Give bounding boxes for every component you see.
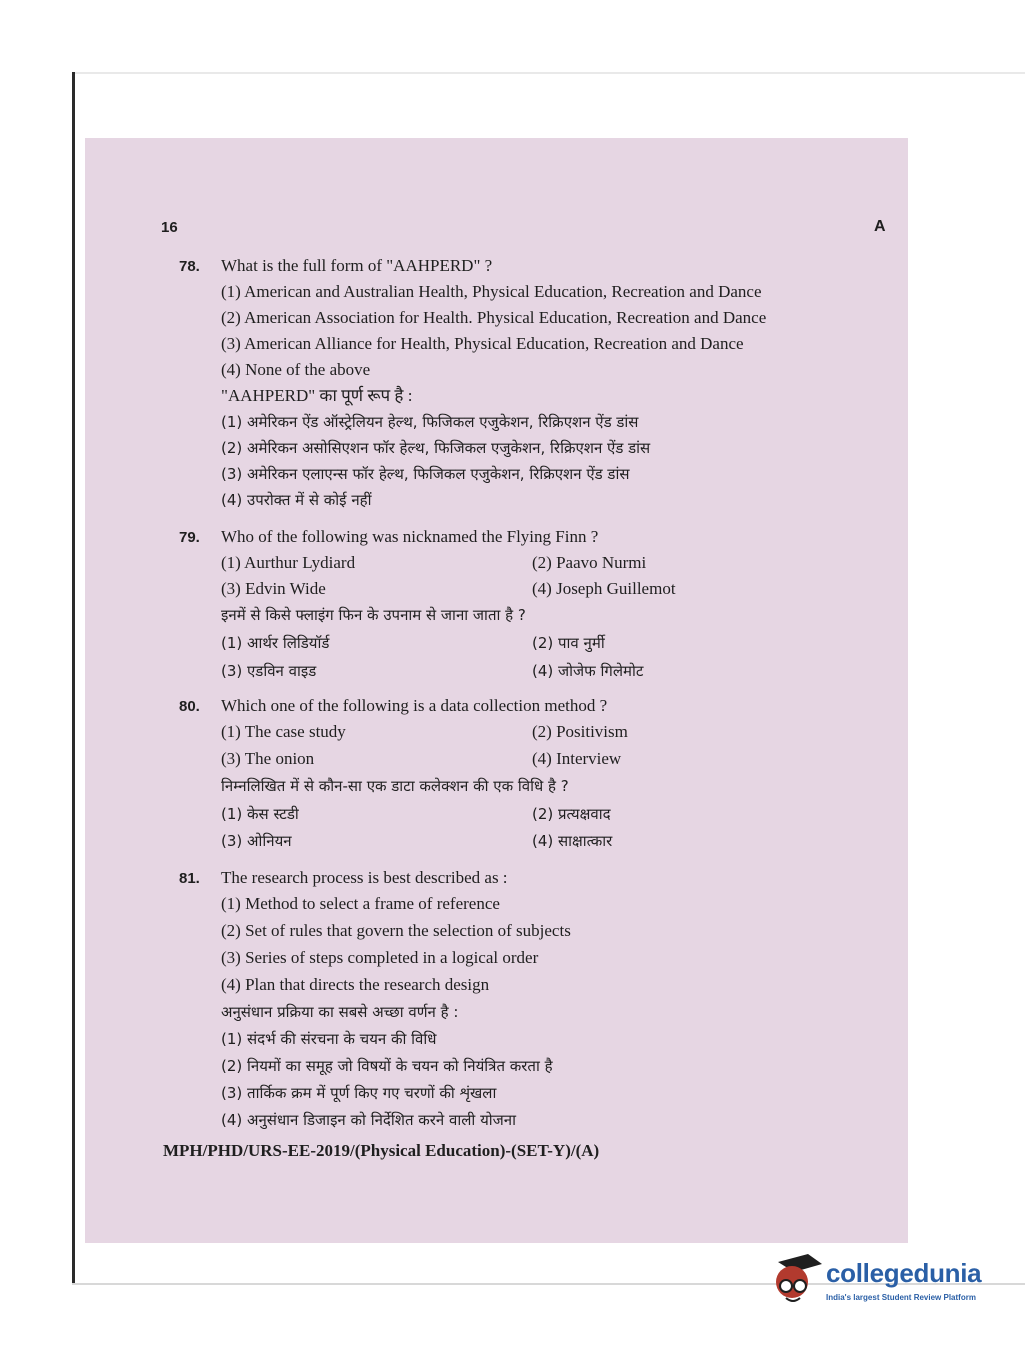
question-text-en: Which one of the following is a data collection method ? [221,696,608,715]
question-text-hi: निम्नलिखित में से कौन-सा एक डाटा कलेक्शन की एक विधि है ? [221,777,569,795]
option-en: (1) Method to select a frame of reference [221,894,500,913]
option-en: (4) Joseph Guillemot [532,579,676,598]
graduate-mascot-icon [768,1252,822,1308]
question-text-en: What is the full form of "AAHPERD" ? [221,256,493,275]
option-hi: (2) पाव नुर्मी [532,634,605,652]
question-number: 78. [179,257,200,275]
question-number: 81. [179,869,200,887]
option-hi: (2) अमेरिकन असोसिएशन फॉर हेल्थ, फिजिकल एजुकेशन, रिक्रिएशन ऐंड डांस [221,439,651,457]
option-en: (2) American Association for Health. Physical Education, Recreation and Dance [221,308,767,327]
question-text-en: The research process is best described as : [221,868,508,887]
option-en: (3) American Alliance for Health, Physical Education, Recreation and Dance [221,334,744,353]
question-text-hi: इनमें से किसे फ्लाइंग फिन के उपनाम से जाना जाता है ? [221,606,526,624]
question-81 [179,865,879,1134]
option-en: (4) None of the above [221,360,371,379]
option-hi: (2) प्रत्यक्षवाद [532,805,611,823]
question-number: 80. [179,697,200,715]
option-hi: (4) उपरोक्त में से कोई नहीं [221,491,372,509]
option-en: (3) Edvin Wide [221,579,326,598]
question-number: 79. [179,528,200,546]
question-text-hi: "AAHPERD" का पूर्ण रूप है : [221,386,413,405]
question-78 [179,253,879,513]
page-number: 16 [161,219,178,236]
option-en: (3) Series of steps completed in a logical order [221,948,539,967]
option-en: (1) American and Australian Health, Physical Education, Recreation and Dance [221,282,762,301]
option-hi: (2) नियमों का समूह जो विषयों के चयन को नियंत्रित करता है [221,1057,553,1075]
set-mark: A [874,218,886,235]
question-text-hi: अनुसंधान प्रक्रिया का सबसे अच्छा वर्णन है : [221,1003,459,1021]
option-en: (4) Interview [532,749,622,768]
question-80 [179,693,879,855]
option-en: (1) The case study [221,722,346,741]
question-text-en: Who of the following was nicknamed the Flying Finn ? [221,527,599,546]
option-en: (2) Positivism [532,722,628,741]
option-hi: (4) जोजेफ गिलेमोट [532,662,644,680]
option-hi: (1) केस स्टडी [221,805,299,823]
option-hi: (1) संदर्भ की संरचना के चयन की विधि [221,1030,437,1048]
option-hi: (3) ओनियन [221,832,292,850]
option-en: (2) Paavo Nurmi [532,553,647,572]
paper-code-footer: MPH/PHD/URS-EE-2019/(Physical Education)-(SET-Y)/(A) [163,1141,600,1160]
option-en: (1) Aurthur Lydiard [221,553,356,572]
question-79 [179,524,879,684]
option-hi: (1) अमेरिकन ऐंड ऑस्ट्रेलियन हेल्थ, फिजिकल एजुकेशन, रिक्रिएशन ऐंड डांस [221,413,639,431]
option-hi: (3) तार्किक क्रम में पूर्ण किए गए चरणों की शृंखला [221,1084,497,1102]
scan-edge-left [72,72,75,1285]
watermark-name: collegedunia [826,1258,982,1288]
watermark-tagline: India's largest Student Review Platform [826,1293,976,1302]
option-hi: (4) साक्षात्कार [532,832,613,850]
option-hi: (3) अमेरिकन एलाएन्स फॉर हेल्थ, फिजिकल एजुकेशन, रिक्रिएशन ऐंड डांस [221,465,630,483]
option-en: (3) The onion [221,749,315,768]
option-en: (4) Plan that directs the research design [221,975,490,994]
option-hi: (4) अनुसंधान डिजाइन को निर्देशित करने वाली योजना [221,1111,517,1129]
collegedunia-watermark [768,1248,998,1318]
option-hi: (1) आर्थर लिडियॉर्ड [221,634,330,652]
option-en: (2) Set of rules that govern the selection of subjects [221,921,571,940]
option-hi: (3) एडविन वाइड [221,662,317,680]
scan-edge-top [72,72,1025,74]
